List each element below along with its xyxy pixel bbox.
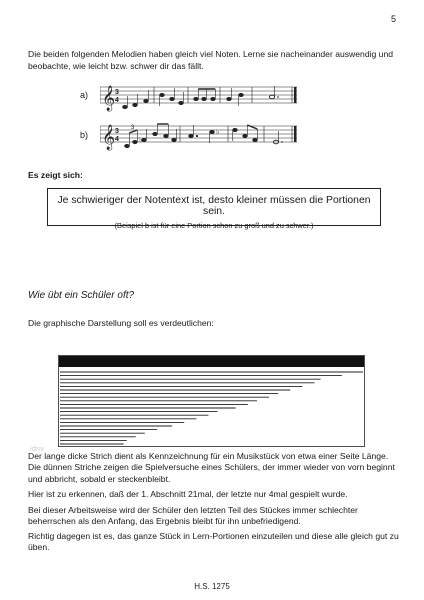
music-staff-a	[100, 81, 300, 115]
rule-box	[47, 188, 381, 230]
footer-code: H.S. 1275	[194, 582, 230, 591]
piece-length-bar	[59, 356, 364, 367]
time-sig-top: 3	[115, 89, 119, 96]
example-b-label: b)	[80, 130, 89, 140]
time-sig-top: 3	[115, 128, 119, 135]
time-sig-bottom: 4	[115, 97, 119, 104]
example-a-label: a)	[80, 90, 89, 100]
page-number: 5	[390, 14, 396, 24]
intro-text: Die beiden folgenden Melodien haben gleich viel Noten. Lerne sie nacheinander auswendig und beobachte, wie leicht bzw. schwer dir das fällt.	[28, 49, 394, 71]
treble-clef-icon: 𝄞	[102, 86, 116, 111]
svg-text:3: 3	[131, 125, 135, 131]
treble-clef-icon: 𝄞	[102, 125, 116, 150]
conclusion-heading: Es zeigt sich:	[28, 170, 83, 180]
paragraph-3: Bei dieser Arbeitsweise wird der Schüler den letzten Teil des Stückes immer schlechter beherrschen als den Anfang, das Ergebnis bleibt für ihn unbefriedigend.	[28, 505, 358, 527]
paragraph-4: Richtig dagegen ist es, das ganze Stück in Lern-Portionen einzuteilen und diese alle gleich gut zu üben.	[28, 531, 399, 553]
music-staff-b	[100, 120, 300, 154]
time-sig-bottom: 4	[115, 136, 119, 143]
section-question: Wie übt ein Schüler oft?	[28, 290, 135, 301]
practice-diagram	[58, 355, 365, 447]
paragraph-2: Hier ist zu erkennen, daß der 1. Abschnitt 21mal, der letzte nur 4mal gespielt wurde.	[28, 489, 348, 499]
rule-main-text: Je schwieriger der Notentext ist, desto kleiner müssen die Portionen sein.	[57, 195, 371, 217]
diagram-intro: Die graphische Darstellung soll es verdeutlichen:	[28, 318, 214, 328]
rule-sub-text: (Beispiel b ist für eine Portion schon zu groß und zu schwer.)	[114, 221, 314, 230]
watermark: idnv	[30, 446, 45, 453]
svg-text:♭: ♭	[216, 129, 220, 136]
svg-text:♭: ♭	[139, 137, 143, 144]
paragraph-1: Der lange dicke Strich dient als Kennzeichnung für ein Musikstück von etwa einer Seite Länge. Die dünnen Striche zeigen die Spielversuche eines Schülers, der immer wieder von vorn beginnt und abbricht, sobald er steckenbleibt.	[28, 451, 395, 484]
